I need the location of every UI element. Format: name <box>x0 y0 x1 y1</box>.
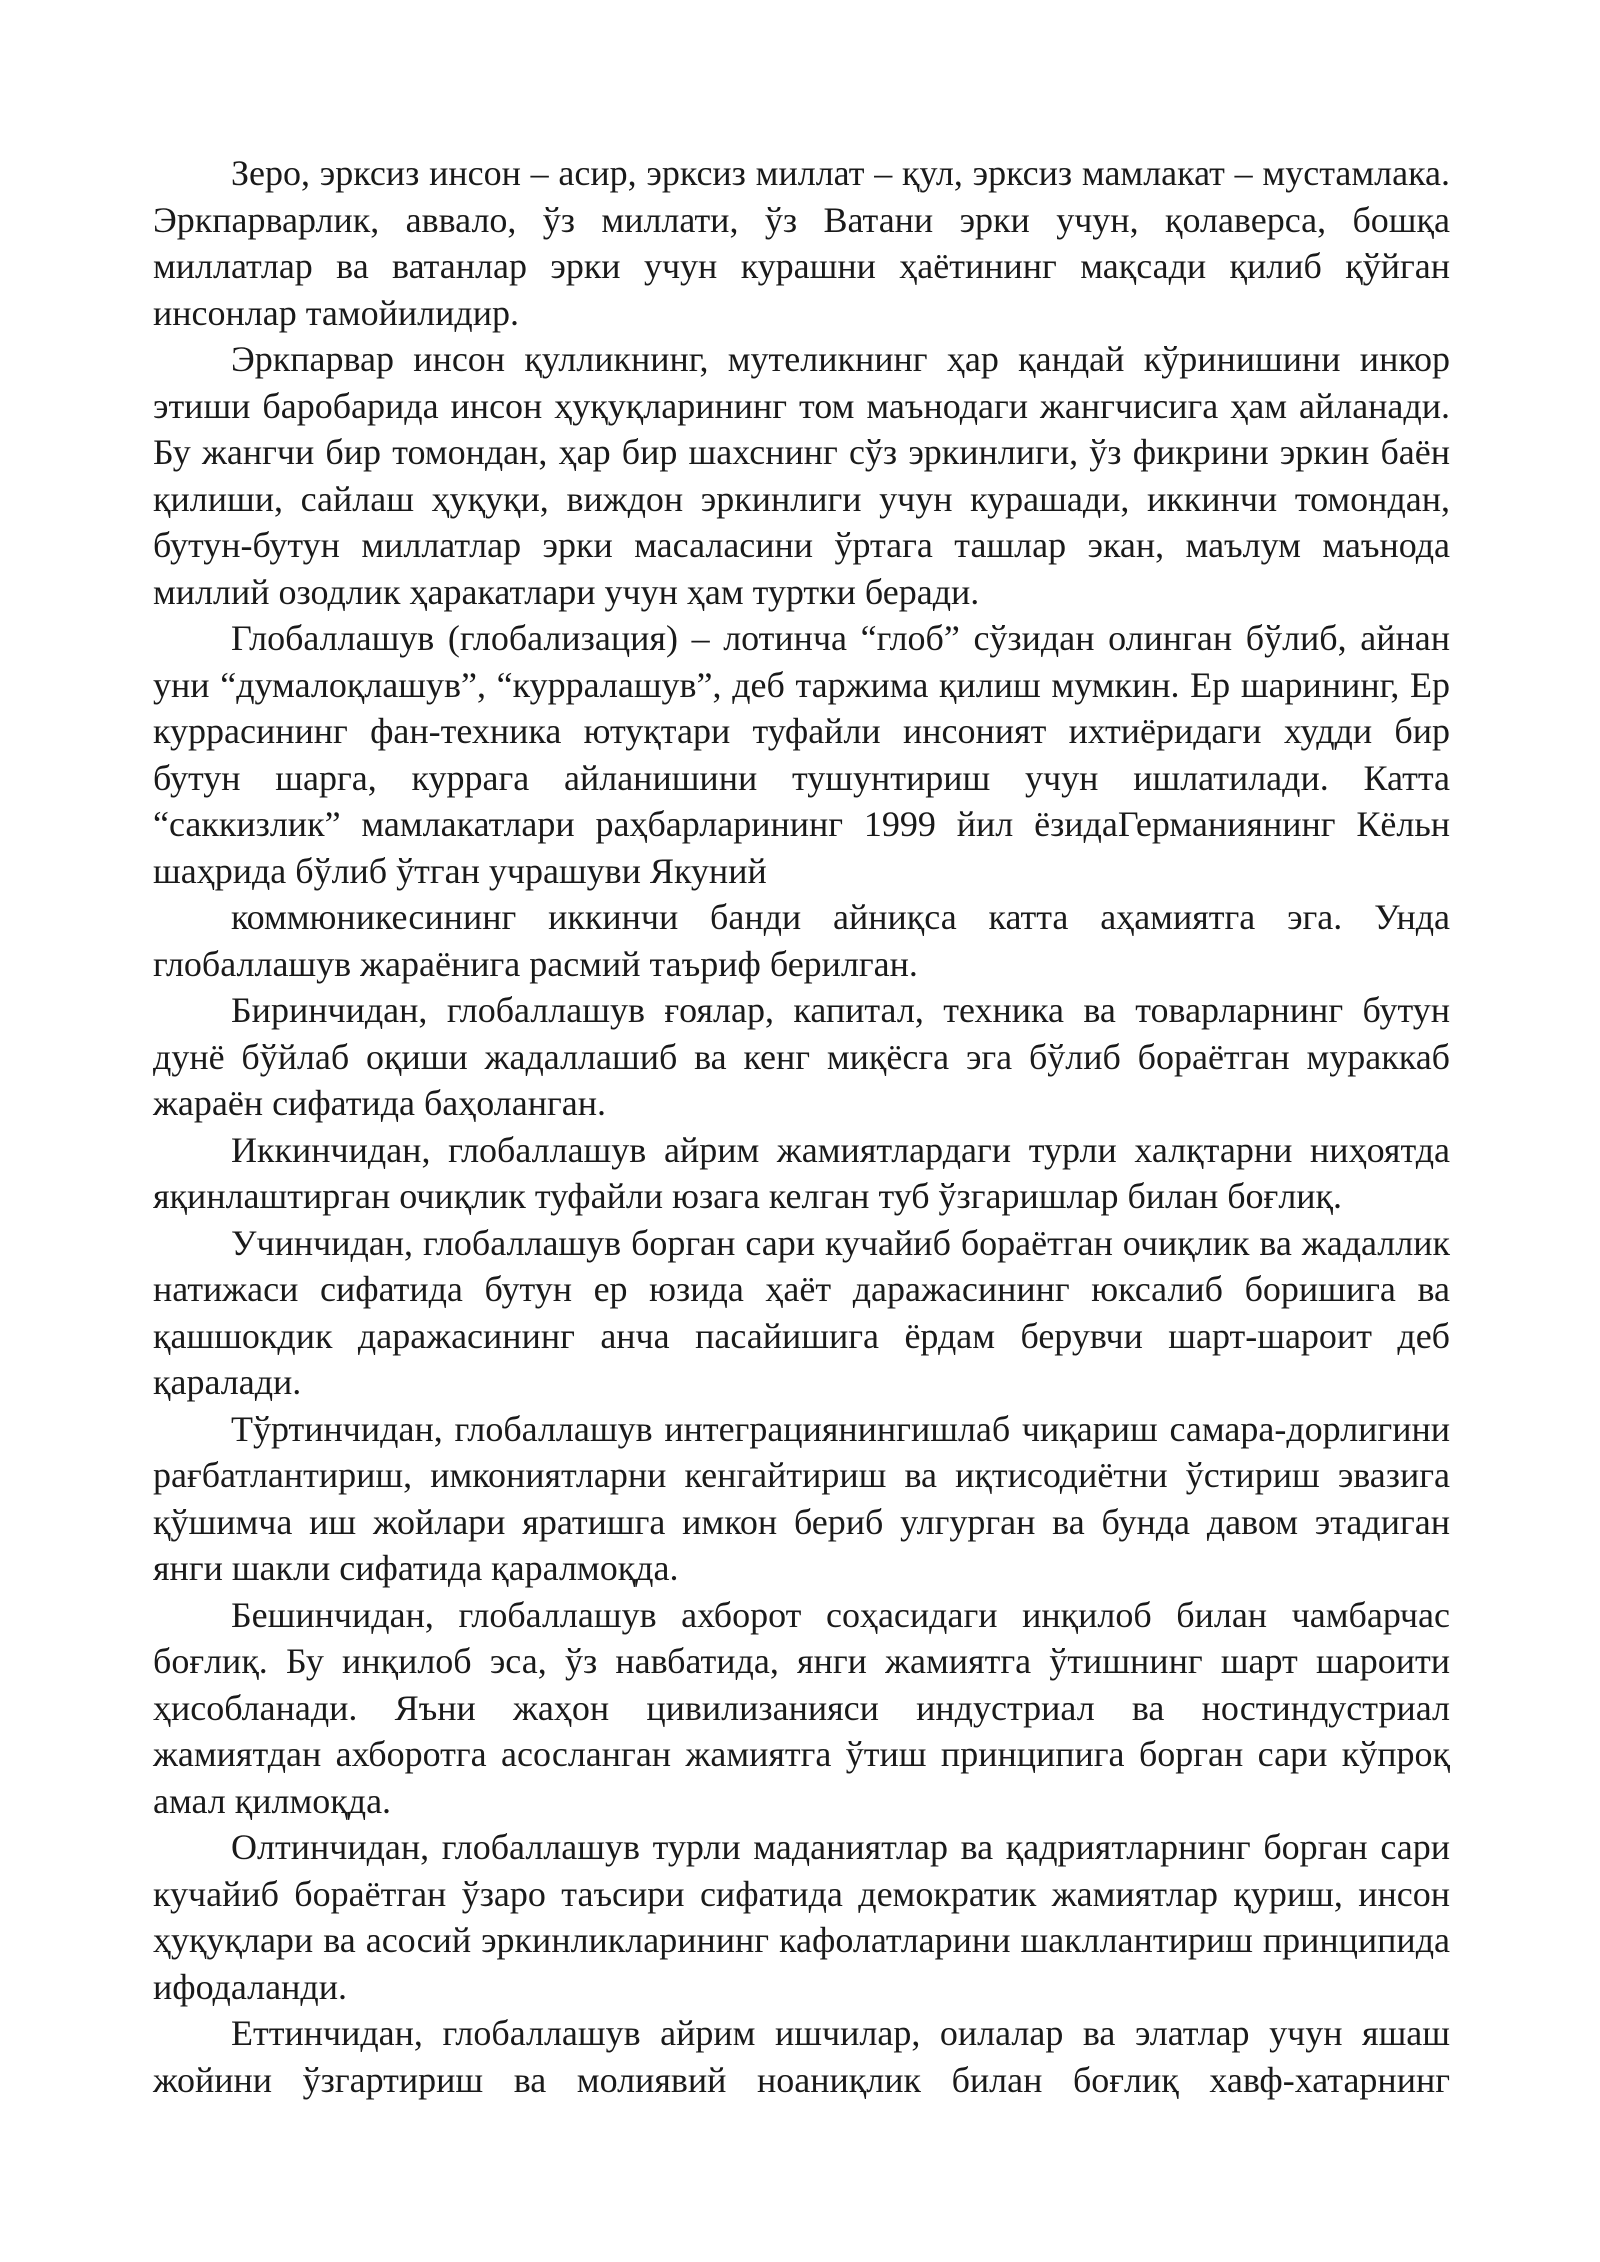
paragraph-10: Олтинчидан, глобаллашув турли маданиятлар ва қадриятларнинг борган сари кучайиб бораётган ўзаро таъсири сифатида демократик жамиятлар қуриш, инсон ҳуқуқлари ва асосий эркинликларининг кафолатларини шакллантириш принципида ифодаланди. <box>153 1827 1450 2007</box>
document-page <box>153 150 1450 2103</box>
paragraph-4: коммюникесининг иккинчи банди айниқса катта аҳамиятга эга. Унда глобаллашув жараёнига расмий таъриф берилган. <box>153 897 1450 984</box>
paragraph-2: Эркпарвар инсон қулликнинг, мутеликнинг ҳар қандай кўринишини инкор этиши баробарида инсон ҳуқуқларининг том маънодаги жангчисига ҳам айланади. Бу жангчи бир томондан, ҳар бир шахснинг сўз эркинлиги, ўз фикрини эркин баён қилиши, сайлаш ҳуқуқи, виждон эркинлиги учун курашади, иккинчи томондан, бутун-бутун миллатлар эрки масаласини ўртага ташлар экан, маълум маънода миллий озодлик ҳаракатлари учун ҳам туртки беради. <box>153 339 1450 612</box>
paragraph-8: Тўртинчидан, глобаллашув интеграциянингишлаб чиқариш самара-дорлигини рағбатлантириш, имкониятларни кенгайтириш ва иқтисодиётни ўстириш эвазига қўшимча иш жойлари яратишга имкон бериб улгурган ва бунда давом этадиган янги шакли сифатида қаралмоқда. <box>153 1408 1450 1588</box>
paragraph-3: Глобаллашув (глобализация) – лотинча “глоб” сўзидан олинган бўлиб, айнан уни “думалоқлашув”, “курралашув”, деб таржима қилиш мумкин. Ер шарининг, Ер куррасининг фан-техника ютуқтари туфайли инсоният ихтиёридаги худди бир бутун шарга, куррага айланишини тушунтириш учун ишлатилади. Катта “саккизлик” мамлакатлари раҳбарларининг 1999 йил ёзидаГерманиянинг Кёльн шаҳрида бўлиб ўтган учрашуви Якуний <box>153 618 1450 891</box>
paragraph-1: Зеро, эрксиз инсон – асир, эрксиз миллат – қул, эрксиз мамлакат – мустамлака. Эркпарварлик, аввало, ўз миллати, ўз Ватани эрки учун, қолаверса, бошқа миллатлар ва ватанлар эрки учун курашни ҳаётининг мақсади қилиб қўйган инсонлар тамойилидир. <box>153 153 1450 333</box>
paragraph-6: Иккинчидан, глобаллашув айрим жамиятлардаги турли халқтарни ниҳоятда яқинлаштирган очиқлик туфайли юзага келган туб ўзгаришлар билан боғлиқ. <box>153 1129 1450 1216</box>
paragraph-5: Биринчидан, глобаллашув ғоялар, капитал, техника ва товарларнинг бутун дунё бўйлаб оқиши жадаллашиб ва кенг миқёсга эга бўлиб бораётган мураккаб жараён сифатида баҳоланган. <box>153 990 1450 1123</box>
paragraph-9: Бешинчидан, глобаллашув ахборот соҳасидаги инқилоб билан чамбарчас боғлиқ. Бу инқилоб эса, ўз навбатида, янги жамиятга ўтишнинг шарт шароити ҳисобланади. Яъни жаҳон цивилизанияси индустриал ва ностиндустриал жамиятдан ахборотга асосланган жамиятга ўтиш принципига борган сари кўпроқ амал қилмоқда. <box>153 1594 1450 1821</box>
paragraph-11: Еттинчидан, глобаллашув айрим ишчилар, оилалар ва элатлар учун яшаш жойини ўзгартириш ва молиявий ноаниқлик билан боғлиқ хавф-хатарнинг <box>153 2013 1450 2100</box>
paragraph-7: Учинчидан, глобаллашув борган сари кучайиб бораётган очиқлик ва жадаллик натижаси сифатида бутун ер юзида ҳаёт даражасининг юксалиб боришига ва қашшокдик даражасининг анча пасайишига ёрдам берувчи шарт-шароит деб қаралади. <box>153 1222 1450 1402</box>
